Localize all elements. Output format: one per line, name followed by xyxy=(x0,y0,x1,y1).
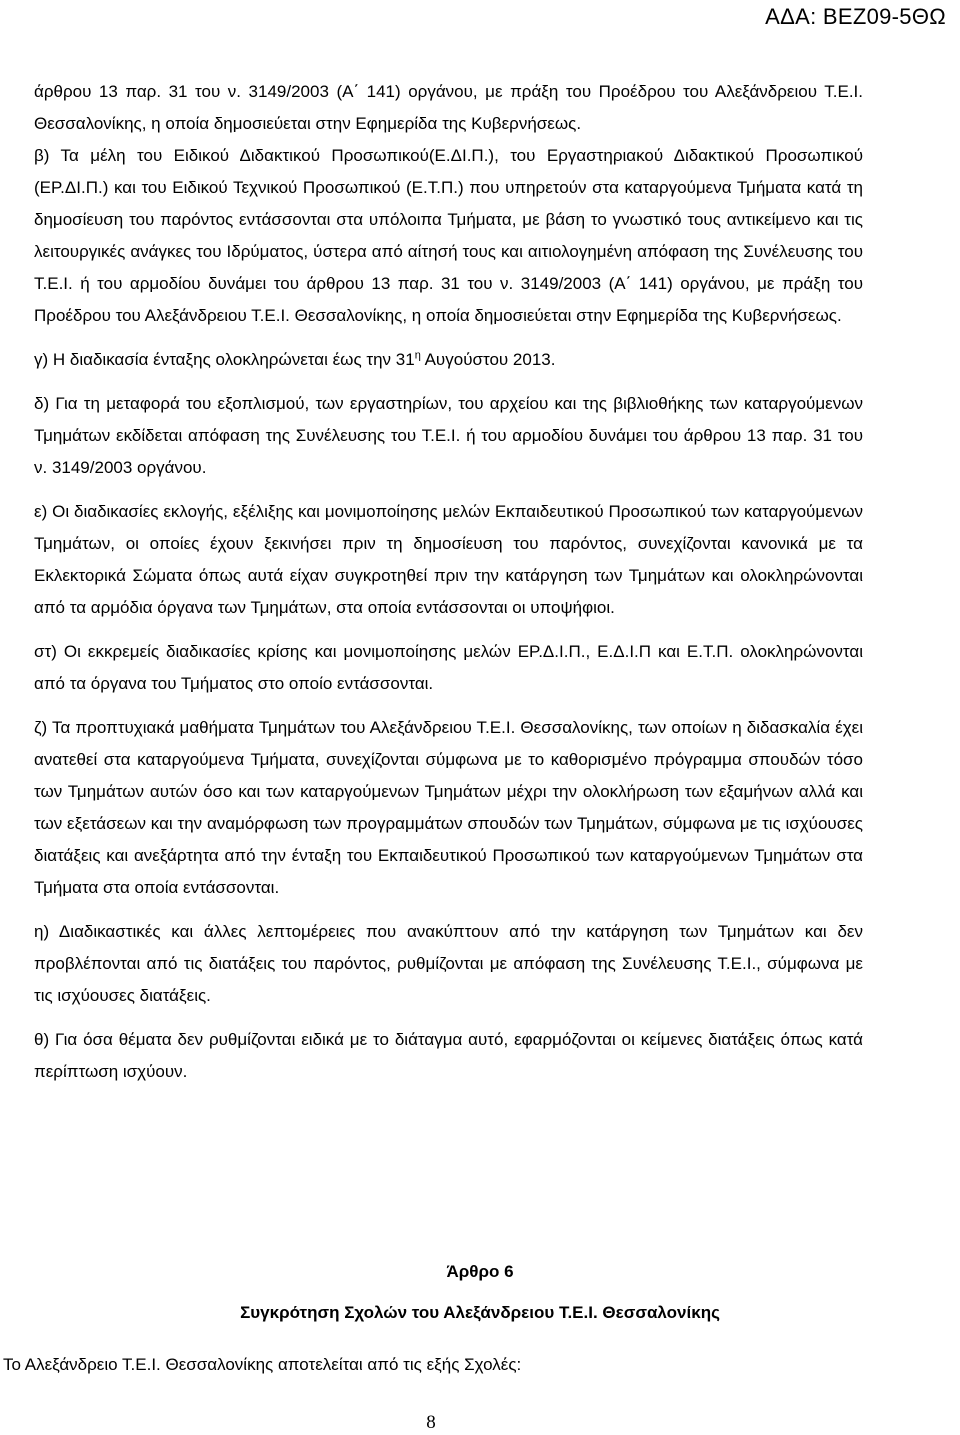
page-number: 8 xyxy=(426,1412,436,1433)
paragraph-g xyxy=(34,344,863,376)
paragraph-z: ζ) Τα προπτυχιακά μαθήματα Τμημάτων του Αλεξάνδρειου Τ.Ε.Ι. Θεσσαλονίκης, των οποίων η διδασκαλία έχει ανατεθεί στα καταργούμενα Τμήματα, συνεχίζονται σύμφωνα με το καθορισμένο πρόγραμμα σπουδών τόσο των Τμημάτων αυτών όσο και των καταργούμενων Τμημάτων μέχρι την ολοκλήρωση των εξαμήνων αλλά και των εξετάσεων και την αναμόρφωση των προγραμμάτων σπουδών των Τμημάτων, σύμφωνα με τις ισχύουσες διατάξεις και ανεξάρτητα από την ένταξη του Εκπαιδευτικού Προσωπικού των καταργούμενων Τμημάτων στα Τμήματα στα οποία εντάσσονται. xyxy=(34,718,863,897)
article-intro: Το Αλεξάνδρειο Τ.Ε.Ι. Θεσσαλονίκης αποτελείται από τις εξής Σχολές: xyxy=(3,1355,522,1374)
paragraph-continuation: άρθρου 13 παρ. 31 του ν. 3149/2003 (Α΄ 141) οργάνου, με πράξη του Προέδρου του Αλεξάνδρειου Τ.Ε.Ι. Θεσσαλονίκης, η οποία δημοσιεύεται στην Εφημερίδα της Κυβερνήσεως. xyxy=(34,82,863,133)
paragraph-e: ε) Οι διαδικασίες εκλογής, εξέλιξης και μονιμοποίησης μελών Εκπαιδευτικού Προσωπικού των καταργούμενων Τμημάτων, οι οποίες έχουν ξεκινήσει πριν τη δημοσίευση του παρόντος, συνεχίζονται κανονικά με τα Εκλεκτορικά Σώματα όπως αυτά είχαν συγκροτηθεί πριν την κατάργηση των Τμημάτων και ολοκληρώνονται από τα αρμόδια όργανα των Τμημάτων, στα οποία εντάσσονται οι υποψήφιοι. xyxy=(34,502,863,617)
paragraph-st: στ) Οι εκκρεμείς διαδικασίες κρίσης και μονιμοποίησης μελών ΕΡ.Δ.Ι.Π., Ε.Δ.Ι.Π και Ε.Τ.Π. ολοκληρώνονται από τα όργανα του Τμήματος στο οποίο εντάσσονται. xyxy=(34,642,863,693)
article-number: Άρθρο 6 xyxy=(446,1262,514,1281)
superscript-eta: η xyxy=(414,349,421,362)
ada-code: ΑΔΑ: ΒΕΖ09-5ΘΩ xyxy=(765,4,946,29)
paragraph-i: η) Διαδικαστικές και άλλες λεπτομέρειες που ανακύπτουν από την κατάργηση των Τμημάτων και δεν προβλέπονται από τις διατάξεις του παρόντος, ρυθμίζονται με απόφαση της Συνέλευσης Τ.Ε.Ι., σύμφωνα με τις ισχύουσες διατάξεις. xyxy=(34,922,863,1005)
paragraph-g-text: γ) Η διαδικασία ένταξης ολοκληρώνεται έως την 31 xyxy=(34,350,415,369)
paragraph-th: θ) Για όσα θέματα δεν ρυθμίζονται ειδικά με το διάταγμα αυτό, εφαρμόζονται οι κείμενες διατάξεις όπως κατά περίπτωση ισχύουν. xyxy=(34,1030,863,1081)
paragraph-d: δ) Για τη μεταφορά του εξοπλισμού, των εργαστηρίων, του αρχείου και της βιβλιοθήκης των καταργούμενων Τμημάτων εκδίδεται απόφαση της Συνέλευσης του Τ.Ε.Ι. ή του αρμοδίου δυνάμει του άρθρου 13 παρ. 31 του ν. 3149/2003 οργάνου. xyxy=(34,394,863,477)
paragraph-g-text-end: Αυγούστου 2013. xyxy=(420,350,556,369)
paragraph-b: β) Τα μέλη του Ειδικού Διδακτικού Προσωπικού(Ε.ΔΙ.Π.), του Εργαστηριακού Διδακτικού Προσωπικού (ΕΡ.ΔΙ.Π.) και του Ειδικού Τεχνικού Προσωπικού (Ε.Τ.Π.) που υπηρετούν στα καταργούμενα Τμήματα κατά τη δημοσίευση του παρόντος εντάσσονται στα υπόλοιπα Τμήματα, με βάση το γνωστικό τους αντικείμενο και τις λειτουργικές ανάγκες του Ιδρύματος, ύστερα από αίτησή τους και αιτιολογημένη απόφαση της Συνέλευσης του Τ.Ε.Ι. ή του αρμοδίου δυνάμει του άρθρου 13 παρ. 31 του ν. 3149/2003 (Α΄ 141) οργάνου, με πράξη του Προέδρου του Αλεξάνδρειου Τ.Ε.Ι. Θεσσαλονίκης, η οποία δημοσιεύεται στην Εφημερίδα της Κυβερνήσεως. xyxy=(34,146,863,325)
article-title: Συγκρότηση Σχολών του Αλεξάνδρειου Τ.Ε.Ι. Θεσσαλονίκης xyxy=(240,1303,720,1322)
document-body xyxy=(34,76,863,1100)
